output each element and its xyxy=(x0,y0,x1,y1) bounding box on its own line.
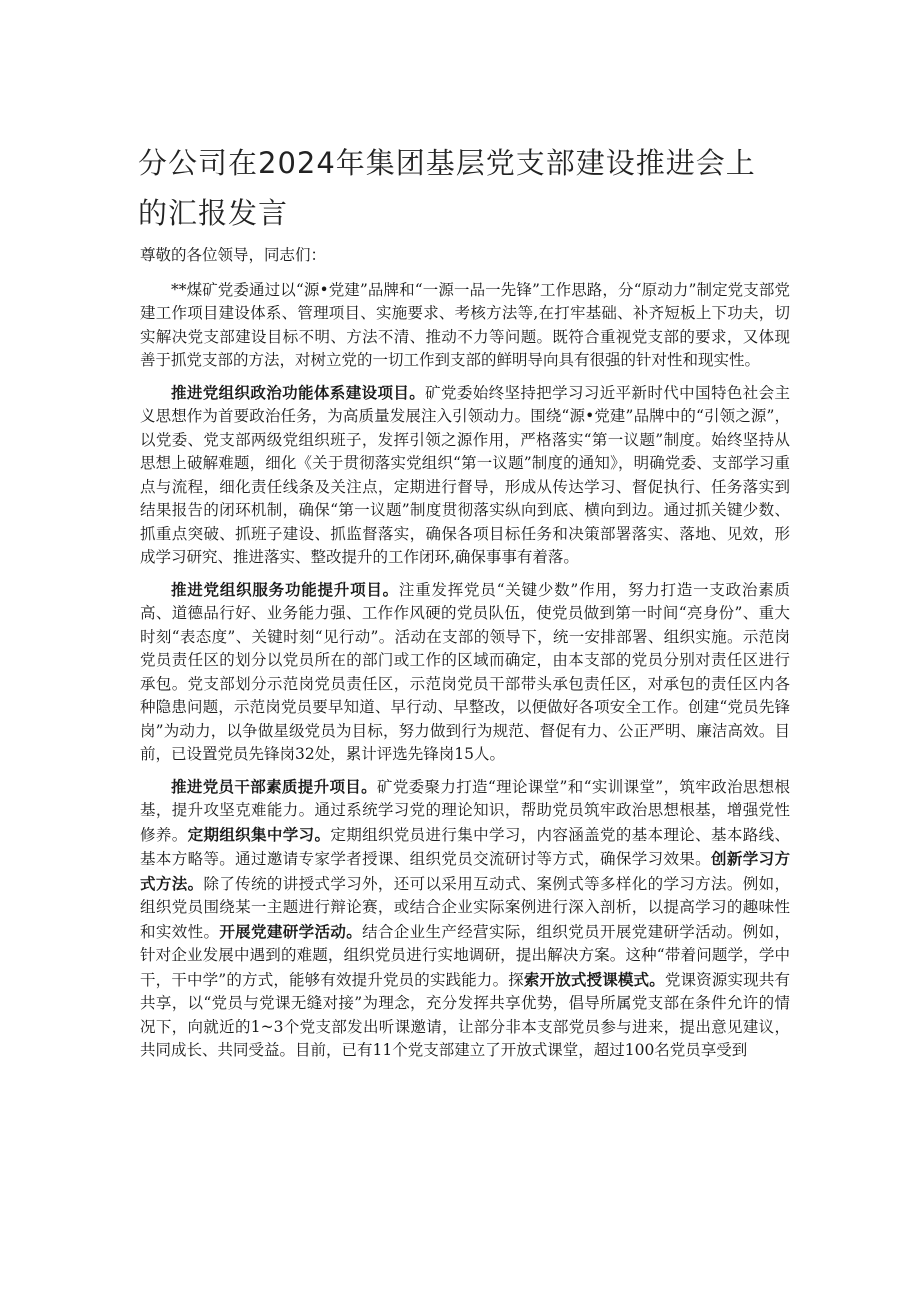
section-political-function xyxy=(140,381,790,570)
section-text: 矿党委聚力打造“理论课堂”和“实训课堂”，筑牢政治思想根基，提升攻坚克难能力。通过系统学习党的理论知识，帮助党员筑牢政治思想根基，增强党性修养。 xyxy=(140,777,790,844)
sub-heading: 索开放式授课模式。 xyxy=(523,969,665,989)
sub-heading: 开展党建研学活动。 xyxy=(219,921,363,941)
document-body xyxy=(140,244,790,1071)
section-text: 矿党委始终坚持把学习习近平新时代中国特色社会主义思想作为首要政治任务，为高质量发展注入引领动力。围绕“源•党建”品牌中的“引领之源”，以党委、党支部两级党组织班子，发挥引领之源作用，严格落实“第一议题”制度。始终坚持从思想上破解难题，细化《关于贯彻落实党组织“第一议题”制度的通知》，明确党委、支部学习重点与流程，细化责任线条及关注点，定期进行督导，形成从传达学习、督促执行、任务落实到结果报告的闭环机制，确保“第一议题”制度贯彻落实纵向到底、横向到边。通过抓关键少数、抓重点突破、抓班子建设、抓监督落实，确保各项目标任务和决策部署落实、落地、见效，形成学习研究、推进落实、整改提升的工作闭环,确保事事有着落。 xyxy=(140,383,790,566)
section-text: 定期组织党员进行集中学习，内容涵盖党的基本理论、基本路线、基本方略等。通过邀请专家学者授课、组织党员交流研讨等方式，确保学习效果。 xyxy=(140,825,790,868)
section-service-function xyxy=(140,578,790,767)
intro-paragraph: **煤矿党委通过以“源•党建”品牌和“一源一品一先锋”工作思路，分“原动力”制定党支部党建工作项目建设体系、管理项目、实施要求、考核方法等,在打牢基础、补齐短板上下功夫，切实解决党支部建设目标不明、方法不清、推动不力等问题。既符合重视党支部的要求，又体现善于抓党支部的方法，对树立党的一切工作到支部的鲜明导向具有很强的针对性和现实性。 xyxy=(140,280,790,369)
sub-heading: 创新学习方式方法。 xyxy=(140,849,790,893)
section-heading: 推进党员干部素质提升项目。 xyxy=(171,776,377,796)
sub-heading: 定期组织集中学习。 xyxy=(187,824,331,844)
section-text: 除了传统的讲授式学习外，还可以采用互动式、案例式等多样化的学习方法。例如，组织党员围绕某一主题进行辩论赛，或结合企业实际案例进行深入剖析，以提高学习的趣味性和实效性。 xyxy=(140,874,790,941)
salutation: 尊敬的各位领导，同志们： xyxy=(140,246,327,264)
section-cadre-quality xyxy=(140,775,790,1063)
section-text: 结合企业生产经营实际，组织党员开展党建研学活动。例如，针对企业发展中遇到的难题，组织党员进行实地调研，提出解决方案。这种“带着问题学，学中干，干中学”的方式，能够有效提升党员的实践能力。探 xyxy=(140,922,790,989)
section-heading: 推进党组织政治功能体系建设项目。 xyxy=(171,382,426,402)
section-text: 党课资源实现共有共享，以“党员与党课无缝对接”为理念，充分发挥共享优势，倡导所属党支部在条件允许的情况下，向就近的1~3个党支部发出听课邀请，让部分非本支部党员参与进来，提出意见建议，共同成长、共同受益。目前，已有11个党支部建立了开放式课堂，超过100名党员享受到 xyxy=(140,970,790,1059)
section-text: 注重发挥党员“关键少数”作用，努力打造一支政治素质高、道德品行好、业务能力强、工作作风硬的党员队伍，使党员做到第一时间“亮身份”、重大时刻“表态度”、关键时刻“见行动”。活动在支部的领导下，统一安排部署、组织实施。示范岗党员责任区的划分以党员所在的部门或工作的区域而确定，由本支部的党员分别对责任区进行承包。党支部划分示范岗党员责任区，示范岗党员干部带头承包责任区，对承包的责任区内各种隐患问题，示范岗党员要早知道、早行动、早整改，以便做好各项安全工作。创建“党员先锋岗”为动力，以争做星级党员为目标，努力做到行为规范、督促有力、公正严明、廉洁高效。目前，已设置党员先锋岗32处，累计评选先锋岗15人。 xyxy=(140,580,790,763)
document-title: 分公司在2024年集团基层党支部建设推进会上的汇报发言 xyxy=(138,146,756,230)
section-heading: 推进党组织服务功能提升项目。 xyxy=(171,579,399,599)
